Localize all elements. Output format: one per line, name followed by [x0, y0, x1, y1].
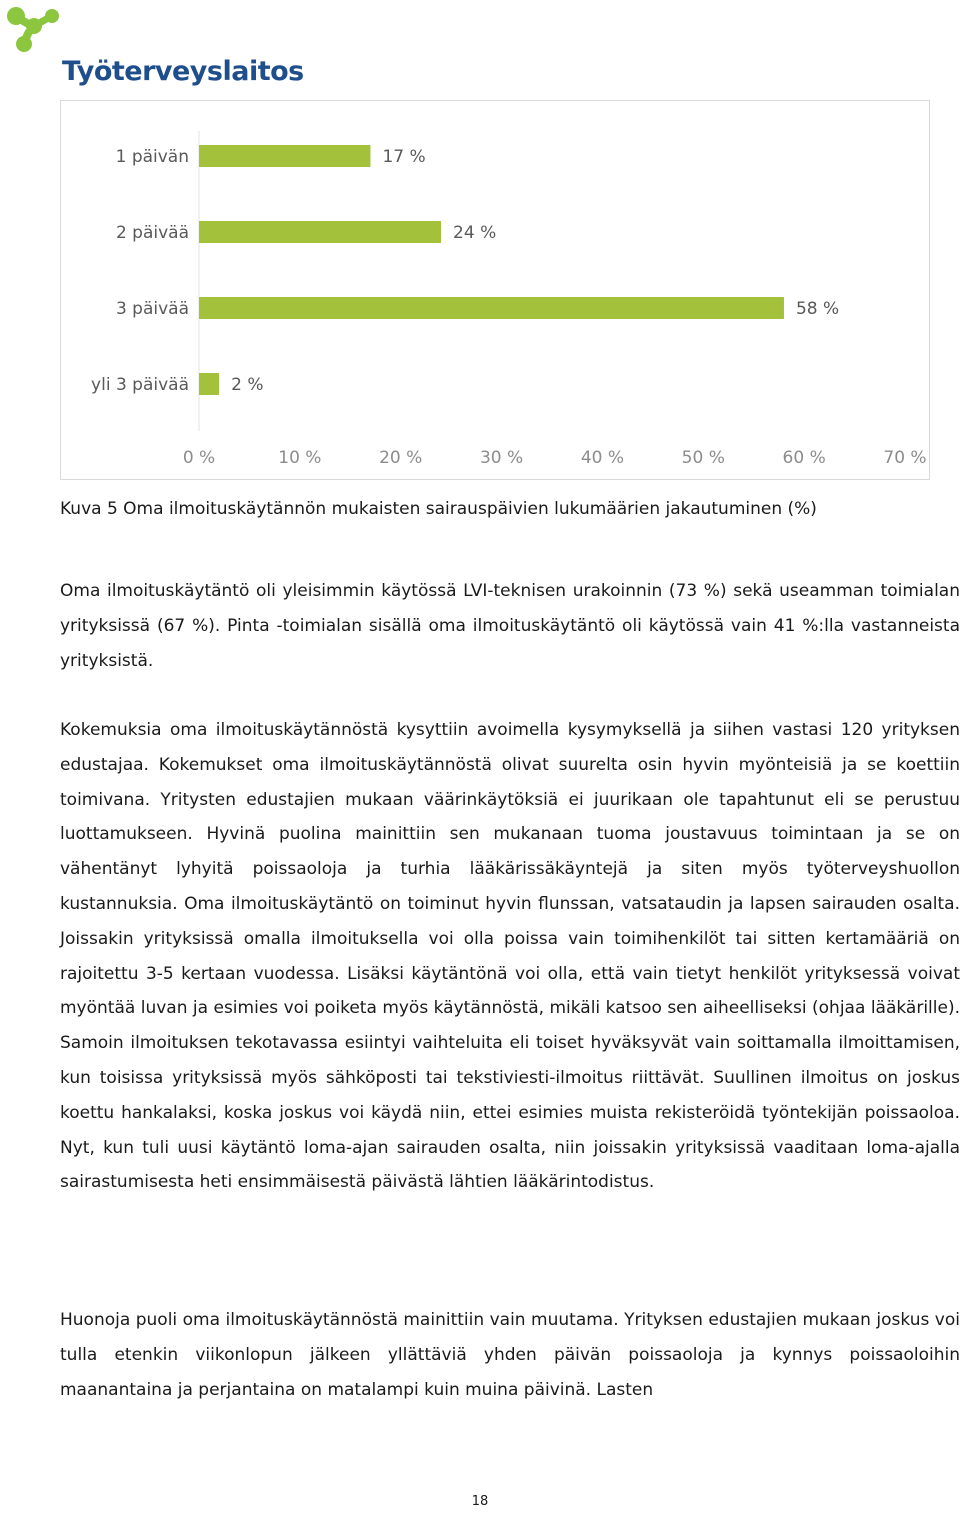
- data-label: 2 %: [231, 375, 264, 395]
- x-tick-label: 0 %: [182, 448, 216, 468]
- x-tick-label: 70 %: [883, 448, 927, 468]
- x-tick-label: 50 %: [681, 448, 725, 468]
- figure-caption: Kuva 5 Oma ilmoituskäytännön mukaisten sairauspäivien lukumäärien jakautuminen (%): [60, 499, 817, 519]
- bar-chart-svg: [61, 101, 929, 479]
- logo-mark-icon: [4, 4, 74, 64]
- category-label: 1 päivän: [115, 147, 189, 167]
- paragraph-1: Oma ilmoituskäytäntö oli yleisimmin käytössä LVI-teknisen urakoinnin (73 %) sekä useamman toimialan yrityksissä (67 %). Pinta -toimialan sisällä oma ilmoituskäytäntö oli käytössä vain 41 %:lla vastanneista yrityksistä.: [60, 581, 960, 671]
- bar: [199, 373, 219, 395]
- bar: [199, 145, 370, 167]
- data-label: 24 %: [453, 223, 497, 243]
- x-tick-label: 20 %: [379, 448, 423, 468]
- bar-chart: [60, 100, 930, 480]
- category-label: yli 3 päivää: [91, 375, 189, 395]
- bar: [199, 297, 784, 319]
- x-tick-label: 60 %: [782, 448, 826, 468]
- x-tick-label: 10 %: [278, 448, 322, 468]
- data-label: 58 %: [795, 299, 840, 319]
- paragraph-2: Kokemuksia oma ilmoituskäytännöstä kysyttiin avoimella kysymyksellä ja siihen vastasi 120 yrityksen edustajaa. Kokemukset oma ilmoituskäytännöstä olivat suurelta osin hyvin myönteisiä ja se koettiin toimivana. Yritysten edustajien mukaan väärinkäytöksiä ei juurikaan ole tapahtunut eli se perustuu luottamukseen. Hyvinä puolina mainittiin sen mukanaan tuoma joustavuus toimintaan ja se on vähentänyt lyhyitä poissaoloja ja turhia lääkärissäkäyntejä ja siten myös työterveyshuollon kustannuksia. Oma ilmoituskäytäntö on toiminut hyvin flunssan, vatsataudin ja lapsen sairauden osalta. Joissakin yrityksissä omalla ilmoituksella voi olla poissa vain toimihenkilöt tai sitten kertamääriä on rajoitettu 3-5 kertaan vuodessa. Lisäksi käytäntönä voi olla, että vain tietyt henkilöt yrityksessä voivat myöntää luvan ja esimies voi poiketa myös käytännöstä, mikäli katsoo sen aiheelliseksi (ohjaa lääkärille). Samoin ilmoituksen tekotavassa esiintyi vaihteluita eli toiset hyväksyvät vain soittamalla ilmoittamisen, kun toisissa yrityksissä myös sähköposti tai tekstiviesti-ilmoitus riittävät. Suullinen ilmoitus on joskus koettu hankalaksi, koska joskus voi käydä niin, ettei esimies muista rekisteröidä työntekijän poissaoloa. Nyt, kun tuli uusi käytäntö loma-ajan sairauden osalta, niin joissakin yrityksissä vaaditaan loma-ajalla sairastumisesta heti ensimmäisestä päivästä lähtien lääkärintodistus.: [60, 720, 960, 1193]
- category-label: 3 päivää: [115, 299, 189, 319]
- logo-text: Työterveyslaitos: [62, 56, 304, 87]
- data-label: 17 %: [382, 147, 426, 167]
- x-tick-label: 40 %: [580, 448, 625, 468]
- page-number: 18: [471, 1494, 489, 1509]
- category-label: 2 päivää: [115, 223, 189, 243]
- bar: [199, 221, 441, 243]
- logo: [4, 4, 304, 94]
- x-tick-label: 30 %: [479, 448, 524, 468]
- paragraph-3: Huonoja puoli oma ilmoituskäytännöstä mainittiin vain muutama. Yrityksen edustajien mukaan joskus voi tulla etenkin viikonlopun jälkeen yllättäviä yhden päivän poissaoloja ja kynnys poissaoloihin maanantaina ja perjantaina on matalampi kuin muina päivinä. Lasten: [60, 1310, 960, 1400]
